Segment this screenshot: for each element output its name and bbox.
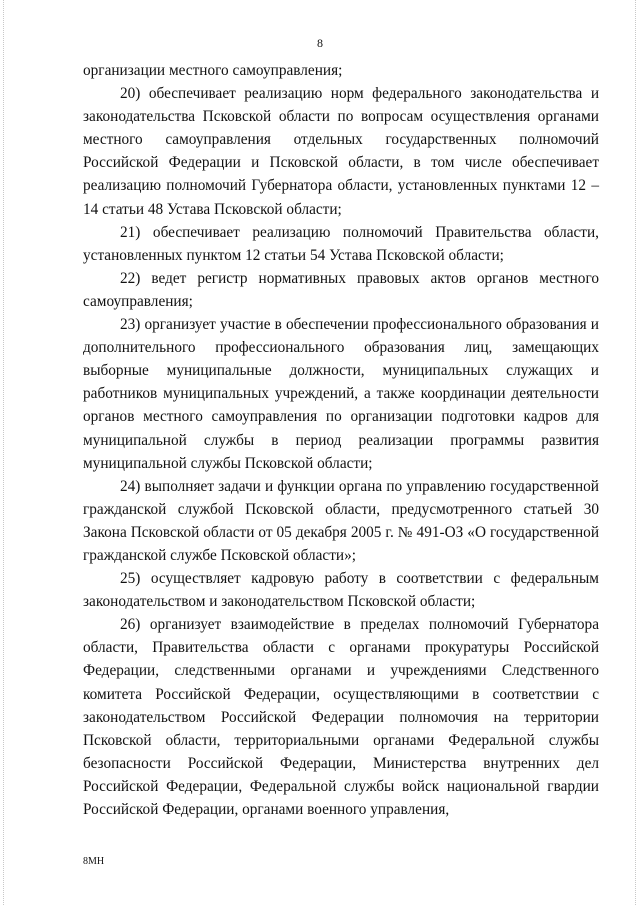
paragraph-item-24: 24) выполняет задачи и функции органа по управлению государственной гражданской службой Псковской области, предусмотренного статьей 30 Закона Псковской области от 05 декабря 2005 г. № 491-ОЗ «О государственной гражданской службе Псковской области»;	[83, 477, 599, 564]
paragraph-item-21: 21) обеспечивает реализацию полномочий Правительства области, установленных пунктом 12 статьи 54 Устава Псковской области;	[83, 223, 599, 264]
footer-code: 8МН	[83, 856, 105, 867]
page-number: 8	[317, 36, 323, 50]
paragraph-item-26: 26) организует взаимодействие в пределах полномочий Губернатора области, Правительства области с органами прокуратуры Российской Федерации, следственными органами и учреждениями Следственного комитета Российской Федерации, осуществляющими в соответствии с законодательством Российской Федерации полномочия на территории Псковской области, территориальными органами Федеральной службы безопасности Российской Федерации, Министерства внутренних дел Российской Федерации, Федеральной службы войск национальной гвардии Российской Федерации, органами военного управления,	[83, 616, 599, 818]
scan-edge-right	[635, 0, 637, 905]
paragraph-item-23: 23) организует участие в обеспечении профессионального образования и дополнительного профессионального образования лиц, замещающих выборные муниципальные должности, муниципальных служащих и работников муниципальных учреждений, а также координации деятельности органов местного самоуправления по организации подготовки кадров для муниципальной службы в период реализации программы развития муниципальной службы Псковской области;	[83, 316, 599, 472]
scan-edge-left	[3, 0, 5, 905]
paragraph-item-22: 22) ведет регистр нормативных правовых актов органов местного самоуправления;	[83, 269, 599, 310]
paragraph-item-25: 25) осуществляет кадровую работу в соответствии с федеральным законодательством и законодательством Псковской области;	[83, 570, 599, 611]
paragraph-continuation: организации местного самоуправления;	[83, 62, 343, 79]
document-body	[83, 59, 599, 821]
paragraph-item-20: 20) обеспечивает реализацию норм федерального законодательства и законодательства Псковской области по вопросам осуществления органами местного самоуправления отдельных государственных полномочий Российской Федерации и Псковской области, в том числе обеспечивает реализацию полномочий Губернатора области, установленных пунктами 12 – 14 статьи 48 Устава Псковской области;	[83, 85, 599, 218]
